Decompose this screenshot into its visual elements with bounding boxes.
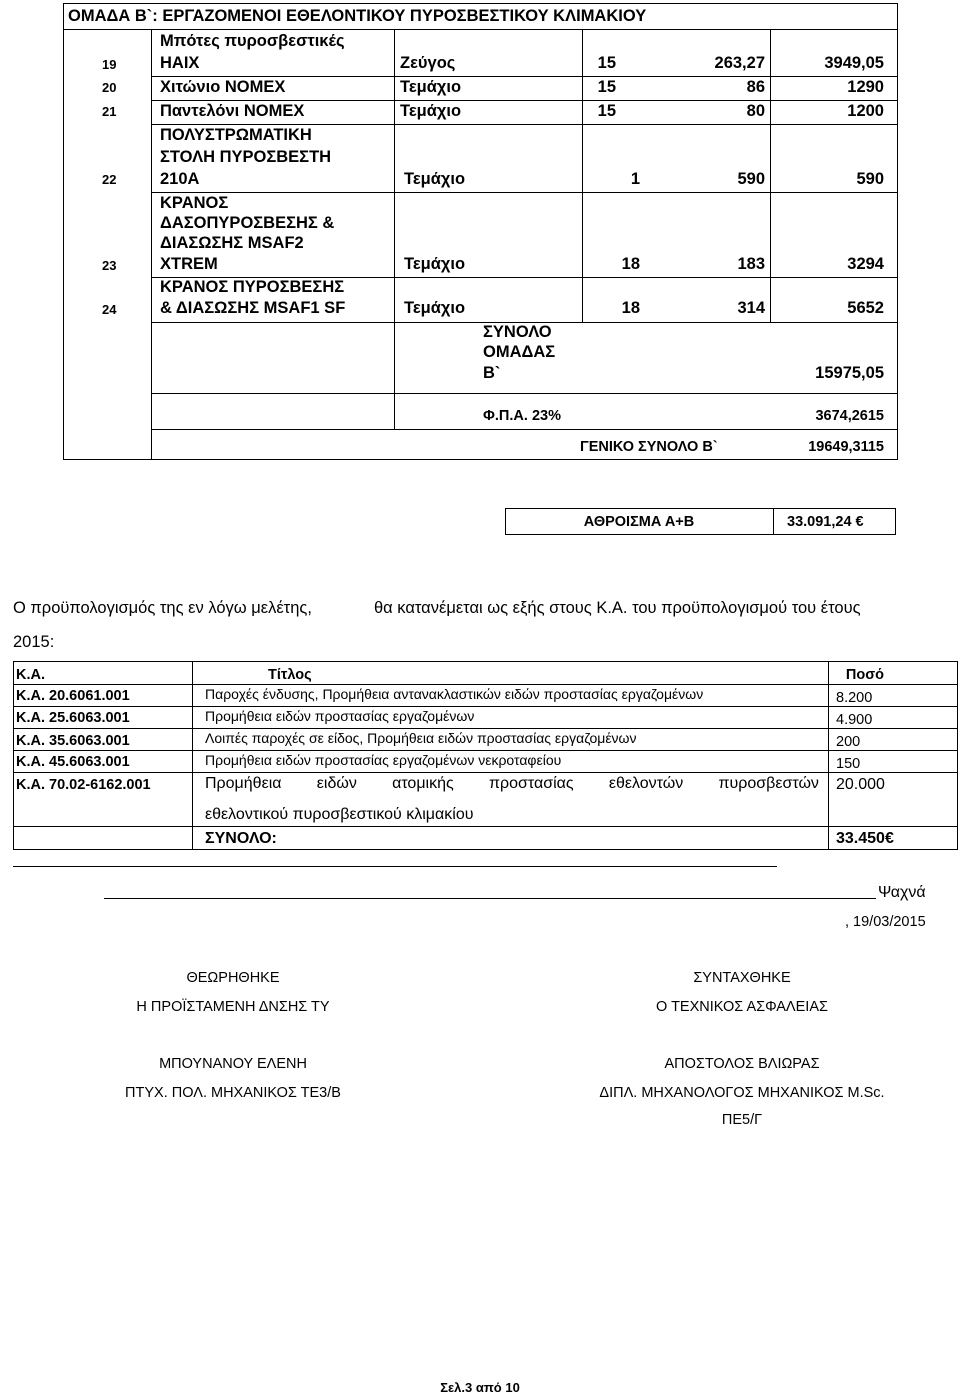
item-description: XTREM (160, 255, 218, 273)
budget-text-year: 2015: (13, 633, 55, 651)
item-unit-price: 183 (737, 255, 765, 273)
sum-ab-value: 33.091,24 € (787, 514, 864, 530)
left-approval-label: ΘΕΩΡΗΘΗΚΕ (186, 970, 280, 986)
item-unit-price: 86 (746, 78, 765, 96)
ka-amount: 8.200 (836, 690, 873, 706)
ka-code: Κ.Α. 20.6061.001 (16, 688, 130, 704)
item-unit-price: 314 (737, 299, 765, 317)
item-unit-price: 590 (737, 170, 765, 188)
subtotal-label: ΣΥΝΟΛΟ (483, 323, 552, 341)
item-quantity: 15 (597, 102, 616, 120)
ka-amount: 4.900 (836, 712, 873, 728)
right-role: Ο ΤΕΧΝΙΚΟΣ ΑΣΦΑΛΕΙΑΣ (656, 999, 828, 1015)
budget-text-part1: Ο προϋπολογισμός της εν λόγω μελέτης, (13, 599, 312, 617)
item-description: ΔΑΣΟΠΥΡΟΣΒΕΣΗΣ & (160, 214, 335, 232)
right-signer-name: ΑΠΟΣΤΟΛΟΣ ΒΛΙΩΡΑΣ (664, 1056, 820, 1072)
item-description: Μπότες πυροσβεστικές (160, 32, 345, 50)
item-total: 3949,05 (824, 54, 884, 72)
row-number: 22 (102, 172, 117, 187)
ka-code: Κ.Α. 70.02-6162.001 (16, 777, 151, 793)
item-quantity: 15 (597, 54, 616, 72)
right-signer-grade: ΠΕ5/Γ (721, 1112, 763, 1128)
item-description: ΠΟΛΥΣΤΡΩΜΑΤΙΚΗ (160, 126, 312, 144)
left-signer-title: ΠΤΥΧ. ΠΟΛ. ΜΗΧΑΝΙΚΟΣ ΤΕ3/Β (125, 1085, 341, 1101)
item-unit: Τεμάχιο (400, 78, 462, 96)
ka-amount: 20.000 (836, 776, 885, 793)
row-number: 23 (102, 258, 117, 273)
item-unit: Ζεύγος (400, 54, 456, 72)
item-quantity: 18 (621, 255, 640, 273)
ka-code: Κ.Α. 35.6063.001 (16, 733, 130, 749)
right-signer-title: ΔΙΠΛ. ΜΗΧΑΝΟΛΟΓΟΣ ΜΗΧΑΝΙΚΟΣ M.Sc. (599, 1085, 885, 1101)
ka-total-label: ΣΥΝΟΛΟ: (205, 830, 277, 847)
left-signer-name: ΜΠΟΥΝΑΝΟΥ ΕΛΕΝΗ (159, 1056, 307, 1072)
place-underline (104, 898, 876, 899)
ka-header-amount: Ποσό (845, 667, 884, 683)
item-description: 210A (160, 170, 200, 188)
item-unit: Τεμάχιο (404, 255, 466, 273)
ka-title: Παροχές ένδυσης, Προμήθεια αντανακλαστικών ειδών προστασίας εργαζομένων (205, 686, 704, 702)
ka-title-line1: Προμήθεια ειδών ατομικής προστασίας εθελοντών πυροσβεστών (205, 775, 819, 792)
item-description: ΣΤΟΛΗ ΠΥΡΟΣΒΕΣΤΗ (160, 148, 332, 166)
item-total: 1200 (847, 102, 884, 120)
group-b-title: ΟΜΑΔΑ Β`: ΕΡΓΑΖΟΜΕΝΟΙ ΕΘΕΛΟΝΤΙΚΟΥ ΠΥΡΟΣΒΕΣΤΙΚΟΥ ΚΛΙΜΑΚΙΟΥ (68, 7, 647, 25)
row-number: 21 (102, 104, 117, 119)
grand-total-value: 19649,3115 (808, 439, 884, 455)
item-description: & ΔΙΑΣΩΣΗΣ MSAF1 SF (160, 299, 346, 317)
ka-amount: 150 (836, 756, 861, 772)
ka-title: Προμήθεια ειδών προστασίας εργαζομένων (205, 708, 475, 724)
subtotal-label: Β` (483, 364, 501, 382)
ka-title: Λοιπές παροχές σε είδος, Προμήθεια ειδών προστασίας εργαζομένων (205, 730, 637, 746)
row-number: 19 (102, 57, 117, 72)
page-number: Σελ.3 από 10 (440, 1380, 520, 1395)
place: Ψαχνά (878, 884, 926, 901)
row-number: 24 (102, 302, 117, 317)
budget-text-part2: θα κατανέμεται ως εξής στους Κ.Α. του προϋπολογισμού του έτους (374, 599, 861, 617)
left-role: Η ΠΡΟΪΣΤΑΜΕΝΗ ΔΝΣΗΣ ΤΥ (136, 999, 330, 1015)
date: , 19/03/2015 (845, 914, 926, 930)
signature-line (13, 866, 777, 867)
item-description: ΔΙΑΣΩΣΗΣ MSAF2 (160, 234, 304, 252)
item-unit: Τεμάχιο (400, 102, 462, 120)
item-unit-price: 263,27 (714, 54, 765, 72)
item-unit: Τεμάχιο (404, 170, 466, 188)
ka-code: Κ.Α. 45.6063.001 (16, 754, 130, 770)
item-total: 590 (856, 170, 884, 188)
item-description: ΚΡΑΝΟΣ (160, 194, 229, 212)
grand-total-label: ΓΕΝΙΚΟ ΣΥΝΟΛΟ Β` (580, 439, 718, 455)
item-description: Χιτώνιο NOMEX (160, 78, 286, 96)
item-total: 1290 (847, 78, 884, 96)
item-unit: Τεμάχιο (404, 299, 466, 317)
item-total: 3294 (847, 255, 884, 273)
item-description: Παντελόνι NOMEX (160, 102, 305, 120)
item-description: ΚΡΑΝΟΣ ΠΥΡΟΣΒΕΣΗΣ (160, 278, 345, 296)
ka-amount: 200 (836, 734, 861, 750)
item-quantity: 1 (630, 170, 640, 188)
item-quantity: 15 (597, 78, 616, 96)
ka-header-title: Τίτλος (268, 667, 312, 683)
ka-header-code: Κ.Α. (16, 667, 45, 683)
ka-title-line2: εθελοντικού πυροσβεστικού κλιμακίου (205, 806, 474, 823)
sum-ab-label: ΑΘΡΟΙΣΜΑ Α+Β (583, 514, 695, 530)
ka-title: Προμήθεια ειδών προστασίας εργαζομένων νεκροταφείου (205, 752, 562, 768)
vat-label: Φ.Π.Α. 23% (483, 408, 561, 424)
item-quantity: 18 (621, 299, 640, 317)
right-approval-label: ΣΥΝΤΑΧΘΗΚΕ (693, 970, 791, 986)
item-description: HAIX (160, 54, 200, 72)
vat-value: 3674,2615 (815, 408, 884, 424)
item-total: 5652 (847, 299, 884, 317)
item-unit-price: 80 (746, 102, 765, 120)
subtotal-value: 15975,05 (815, 364, 884, 382)
subtotal-label: ΟΜΑΔΑΣ (483, 343, 556, 361)
ka-code: Κ.Α. 25.6063.001 (16, 710, 130, 726)
row-number: 20 (102, 80, 117, 95)
ka-total-value: 33.450€ (836, 830, 894, 847)
